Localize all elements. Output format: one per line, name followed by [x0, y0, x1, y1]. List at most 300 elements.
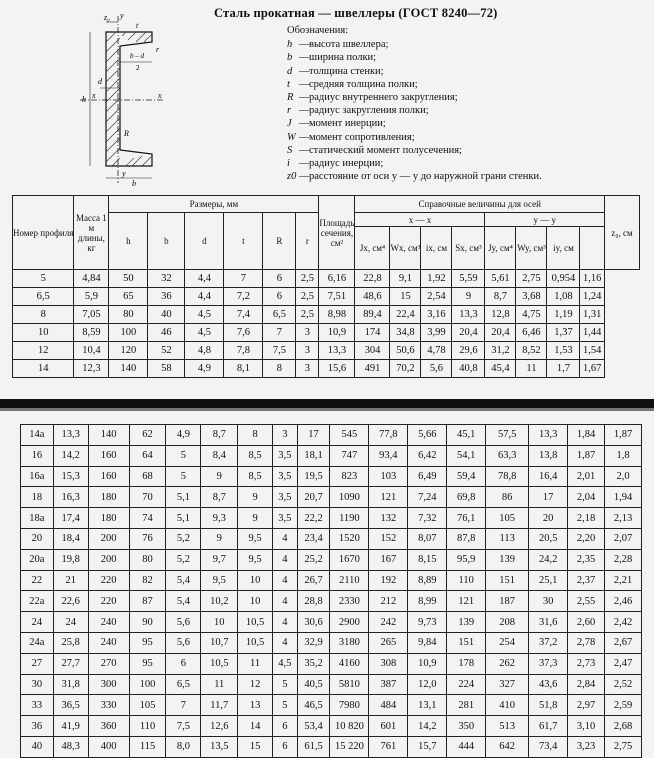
- table-cell: 69,8: [447, 487, 486, 508]
- table-cell: 9: [201, 466, 238, 487]
- table-cell: 4,78: [421, 342, 452, 360]
- table-cell: 25,2: [297, 549, 330, 570]
- table-cell: 12,0: [408, 674, 447, 695]
- x-right-label: x: [158, 91, 162, 100]
- table-cell: 105: [129, 695, 166, 716]
- table-cell: 8,1: [224, 360, 263, 378]
- legend-text: радиус внутреннего закругления;: [309, 92, 458, 104]
- table-cell: 8,07: [408, 528, 447, 549]
- table-cell: 4,8: [185, 342, 224, 360]
- col-R: R: [263, 213, 296, 270]
- table-cell: 2,46: [605, 591, 642, 612]
- table-cell: 1,94: [605, 487, 642, 508]
- table-cell: 2,21: [605, 570, 642, 591]
- table-cell: 2,68: [605, 716, 642, 737]
- table-cell: 20: [529, 508, 568, 529]
- table-cell: 7980: [330, 695, 369, 716]
- table-cell: 10,5: [238, 632, 273, 653]
- table-cell: 62: [129, 425, 166, 446]
- table-cell: 13,5: [201, 736, 238, 757]
- table-cell: 20,4: [485, 324, 516, 342]
- legend-symbol: J: [287, 118, 292, 130]
- table-cell: 5,1: [166, 508, 201, 529]
- table-cell: 16: [21, 445, 54, 466]
- table-cell: 24,2: [529, 549, 568, 570]
- table-cell: 300: [88, 674, 129, 695]
- r-label: r: [156, 45, 160, 54]
- table-cell: 51,8: [529, 695, 568, 716]
- table-cell: 1,84: [568, 425, 605, 446]
- table-cell: 20а: [21, 549, 54, 570]
- table-cell: 9,73: [408, 612, 447, 633]
- table-cell: 37,3: [529, 653, 568, 674]
- table-cell: 64: [129, 445, 166, 466]
- table-cell: 5,2: [166, 549, 201, 570]
- table-cell: 270: [88, 653, 129, 674]
- table-cell: 13,3: [319, 342, 355, 360]
- table-cell: 40: [21, 736, 54, 757]
- table-cell: 16,3: [53, 487, 88, 508]
- table-row: [21, 632, 642, 653]
- table-cell: 4160: [330, 653, 369, 674]
- table-cell: 444: [447, 736, 486, 757]
- table-cell: 5,66: [408, 425, 447, 446]
- legend-item: [287, 144, 647, 157]
- table-cell: 360: [88, 716, 129, 737]
- table-row: [21, 487, 642, 508]
- table-cell: 95: [129, 653, 166, 674]
- table-cell: 187: [486, 591, 529, 612]
- table-cell: 5,6: [166, 632, 201, 653]
- table-cell: 167: [369, 549, 408, 570]
- table-cell: 48,3: [53, 736, 88, 757]
- table-cell: 10,2: [201, 591, 238, 612]
- table-cell: 1,87: [568, 445, 605, 466]
- page-separator-shadow: [0, 408, 654, 411]
- table-row: [21, 570, 642, 591]
- table-cell: 491: [355, 360, 390, 378]
- legend-dash: —: [299, 171, 310, 183]
- table-cell: 4,84: [74, 270, 109, 288]
- table-cell: 105: [486, 508, 529, 529]
- table-cell: 240: [88, 632, 129, 653]
- table-cell: 151: [447, 632, 486, 653]
- col-t: t: [224, 213, 263, 270]
- legend-symbol: t: [287, 78, 290, 90]
- table-cell: 10: [238, 570, 273, 591]
- table-cell: 513: [486, 716, 529, 737]
- table-cell: 15,3: [53, 466, 88, 487]
- y-bottom-label: y: [122, 169, 126, 178]
- table-cell: 76: [129, 528, 166, 549]
- table-cell: 10: [238, 591, 273, 612]
- table-cell: 26,7: [297, 570, 330, 591]
- table-cell: 2,5: [296, 306, 319, 324]
- table-cell: 8,52: [516, 342, 547, 360]
- table-cell: 254: [486, 632, 529, 653]
- table-cell: 10,7: [201, 632, 238, 653]
- table-cell: 6,46: [516, 324, 547, 342]
- table-cell: 5,2: [166, 528, 201, 549]
- table-cell: 5,4: [166, 570, 201, 591]
- table-cell: 2,52: [605, 674, 642, 695]
- table-cell: 3180: [330, 632, 369, 653]
- table-cell: 3,5: [273, 508, 298, 529]
- table-cell: 1,54: [580, 342, 605, 360]
- table-cell: 8: [238, 425, 273, 446]
- page-title: Сталь прокатная — швеллеры (ГОСТ 8240—72): [214, 6, 498, 20]
- legend-dash: —: [299, 39, 310, 51]
- table-cell: 7,5: [263, 342, 296, 360]
- table-cell: 2,04: [568, 487, 605, 508]
- table-cell: 80: [129, 549, 166, 570]
- table-cell: 2,84: [568, 674, 605, 695]
- R-label: R: [124, 129, 129, 138]
- legend-dash: —: [299, 92, 310, 104]
- table-cell: 87: [129, 591, 166, 612]
- table-cell: 3,10: [568, 716, 605, 737]
- table-cell: 13,3: [529, 425, 568, 446]
- table-cell: 4: [273, 549, 298, 570]
- table-cell: 2110: [330, 570, 369, 591]
- table-cell: 139: [447, 612, 486, 633]
- legend-item: [287, 131, 647, 144]
- table-cell: 17,4: [53, 508, 88, 529]
- table-cell: 121: [447, 591, 486, 612]
- table-cell: 50: [109, 270, 148, 288]
- table-cell: 68: [129, 466, 166, 487]
- table-cell: 13,3: [53, 425, 88, 446]
- table-cell: 35,2: [297, 653, 330, 674]
- col-Wx: Wx, см³: [390, 227, 421, 270]
- col-Wy: Wy, см³: [516, 227, 547, 270]
- table-cell: 1,31: [580, 306, 605, 324]
- table-cell: 3,5: [273, 445, 298, 466]
- table-cell: 8,98: [319, 306, 355, 324]
- table-cell: 4,4: [185, 270, 224, 288]
- table-cell: 24: [53, 612, 88, 633]
- table-cell: 304: [355, 342, 390, 360]
- table-cell: 65: [109, 288, 148, 306]
- table-cell: 21: [53, 570, 88, 591]
- col-xx: x — x: [355, 213, 485, 227]
- table-cell: 9,5: [201, 570, 238, 591]
- legend-item: [287, 170, 647, 183]
- table-row: [21, 549, 642, 570]
- table-cell: 823: [330, 466, 369, 487]
- table-cell: 1,16: [580, 270, 605, 288]
- table-cell: 40: [148, 306, 185, 324]
- table-cell: 5,59: [452, 270, 485, 288]
- table-cell: 3: [296, 360, 319, 378]
- table-cell: 9: [452, 288, 485, 306]
- table-cell: 14: [13, 360, 74, 378]
- legend-item: [287, 117, 647, 130]
- table-cell: 31,8: [53, 674, 88, 695]
- table-cell: 3,23: [568, 736, 605, 757]
- table-cell: 53,4: [297, 716, 330, 737]
- table-row: [21, 736, 642, 757]
- col-Sx: Sx, см³: [452, 227, 485, 270]
- table-cell: 19,5: [297, 466, 330, 487]
- table-cell: 103: [369, 466, 408, 487]
- table-cell: 15,7: [408, 736, 447, 757]
- table-cell: 27: [21, 653, 54, 674]
- table-cell: 15,6: [319, 360, 355, 378]
- table-cell: 45,4: [485, 360, 516, 378]
- table-cell: 10: [13, 324, 74, 342]
- table-cell: 1,44: [580, 324, 605, 342]
- col-h: h: [109, 213, 148, 270]
- table-cell: 13,1: [408, 695, 447, 716]
- table-cell: 2,67: [605, 632, 642, 653]
- table-row: [21, 674, 642, 695]
- table-cell: 10 820: [330, 716, 369, 737]
- table-cell: 7,24: [408, 487, 447, 508]
- table-row: [21, 425, 642, 446]
- table-cell: 6: [263, 288, 296, 306]
- bottom-table-body: [21, 425, 642, 758]
- table-cell: 6: [263, 270, 296, 288]
- col-area: Площадь сечения, см²: [319, 196, 355, 270]
- table-cell: 8: [13, 306, 74, 324]
- table-cell: 2,5: [296, 270, 319, 288]
- col-z0: z₀, см: [605, 196, 640, 270]
- table-cell: 16а: [21, 466, 54, 487]
- table-cell: 9: [238, 508, 273, 529]
- table-cell: 8,7: [485, 288, 516, 306]
- table-cell: 115: [129, 736, 166, 757]
- table-cell: 18,1: [297, 445, 330, 466]
- table-cell: 20,7: [297, 487, 330, 508]
- table-cell: 30: [529, 591, 568, 612]
- table-cell: 152: [369, 528, 408, 549]
- table-cell: 7,05: [74, 306, 109, 324]
- col-d: d: [185, 213, 224, 270]
- table-cell: 2,47: [605, 653, 642, 674]
- table-cell: 2,75: [516, 270, 547, 288]
- page-separator-band: [0, 399, 654, 408]
- table-cell: 5810: [330, 674, 369, 695]
- table-cell: 15: [238, 736, 273, 757]
- table-cell: 57,5: [486, 425, 529, 446]
- table-cell: 5,9: [74, 288, 109, 306]
- table-cell: 14а: [21, 425, 54, 446]
- table-cell: 387: [369, 674, 408, 695]
- legend-heading: Обозначения:: [287, 25, 349, 36]
- legend-symbol: r: [287, 105, 292, 117]
- t-label: t: [136, 21, 139, 30]
- table-cell: 5: [13, 270, 74, 288]
- table-cell: 32: [148, 270, 185, 288]
- table-cell: 4,4: [185, 288, 224, 306]
- table-cell: 200: [88, 528, 129, 549]
- table-cell: 10,9: [319, 324, 355, 342]
- h-label: h: [82, 95, 86, 104]
- table-cell: 10: [201, 612, 238, 633]
- legend-item: [287, 38, 647, 51]
- legend-symbol: z0: [287, 171, 297, 183]
- table-cell: 8,5: [238, 466, 273, 487]
- col-profile: Номер профиля: [13, 196, 74, 270]
- table-cell: 12,8: [485, 306, 516, 324]
- table-cell: 0,954: [547, 270, 580, 288]
- table-cell: 327: [486, 674, 529, 695]
- table-cell: 12: [238, 674, 273, 695]
- table-row: [21, 612, 642, 633]
- table-row: [21, 445, 642, 466]
- table-cell: 5: [166, 466, 201, 487]
- table-row: [13, 360, 640, 378]
- table-cell: 220: [88, 591, 129, 612]
- table-cell: 7,32: [408, 508, 447, 529]
- table-cell: 2,28: [605, 549, 642, 570]
- table-cell: 262: [486, 653, 529, 674]
- table-cell: 8,4: [201, 445, 238, 466]
- table-cell: 8,5: [238, 445, 273, 466]
- legend-item: [287, 51, 647, 64]
- table-cell: 54,1: [447, 445, 486, 466]
- table-cell: 6: [273, 716, 298, 737]
- table-cell: 77,8: [369, 425, 408, 446]
- table-cell: 1,87: [605, 425, 642, 446]
- table-cell: 28,8: [297, 591, 330, 612]
- table-cell: 110: [447, 570, 486, 591]
- table-cell: 2,5: [296, 288, 319, 306]
- col-yy: y — y: [485, 213, 605, 227]
- table-cell: 4,9: [166, 425, 201, 446]
- table-cell: 22,8: [355, 270, 390, 288]
- table-cell: 484: [369, 695, 408, 716]
- table-cell: 30: [21, 674, 54, 695]
- table-row: [13, 306, 640, 324]
- table-cell: 2,54: [421, 288, 452, 306]
- table-cell: 3: [296, 324, 319, 342]
- table-cell: 36,5: [53, 695, 88, 716]
- table-cell: 2900: [330, 612, 369, 633]
- table-row: [21, 653, 642, 674]
- table-cell: 132: [369, 508, 408, 529]
- table-cell: 48,6: [355, 288, 390, 306]
- legend-dash: —: [299, 105, 310, 117]
- col-mass: Масса 1 м длины, кг: [74, 196, 109, 270]
- top-table-body: [13, 270, 640, 378]
- table-row: [13, 324, 640, 342]
- table-row: [21, 466, 642, 487]
- table-cell: 74: [129, 508, 166, 529]
- table-row: [21, 695, 642, 716]
- table-cell: 95,9: [447, 549, 486, 570]
- table-cell: 4: [273, 528, 298, 549]
- table-cell: 11: [516, 360, 547, 378]
- legend-item: [287, 78, 647, 91]
- bd-numerator-label: b – d: [130, 52, 144, 60]
- table-cell: 140: [88, 425, 129, 446]
- table-cell: 2,97: [568, 695, 605, 716]
- table-cell: 8,0: [166, 736, 201, 757]
- col-ix: ix, см: [421, 227, 452, 270]
- table-cell: 6,49: [408, 466, 447, 487]
- table-cell: 2,07: [605, 528, 642, 549]
- col-ref: Справочные величины для осей: [355, 196, 605, 213]
- table-cell: 6,5: [166, 674, 201, 695]
- table-cell: 59,4: [447, 466, 486, 487]
- legend-dash: —: [299, 78, 310, 90]
- table-cell: 6,42: [408, 445, 447, 466]
- table-cell: 7: [263, 324, 296, 342]
- table-cell: 22а: [21, 591, 54, 612]
- table-cell: 5,1: [166, 487, 201, 508]
- table-cell: 10,5: [238, 612, 273, 633]
- table-cell: 1,24: [580, 288, 605, 306]
- legend-dash: —: [299, 118, 310, 130]
- table-cell: 36: [148, 288, 185, 306]
- table-cell: 63,3: [486, 445, 529, 466]
- table-cell: 25,8: [53, 632, 88, 653]
- table-cell: 14: [238, 716, 273, 737]
- table-cell: 100: [109, 324, 148, 342]
- table-cell: 11: [201, 674, 238, 695]
- legend-text: радиус закругления полки;: [309, 105, 429, 117]
- table-cell: 33: [21, 695, 54, 716]
- top-profile-table: [12, 195, 640, 378]
- table-cell: 6: [273, 736, 298, 757]
- table-cell: 70: [129, 487, 166, 508]
- table-cell: 37,2: [529, 632, 568, 653]
- table-cell: 9,5: [238, 549, 273, 570]
- table-cell: 61,7: [529, 716, 568, 737]
- d-label: d: [98, 77, 102, 86]
- table-cell: 4,9: [185, 360, 224, 378]
- legend-text: радиус инерции;: [309, 158, 384, 170]
- table-cell: 5,6: [166, 612, 201, 633]
- table-cell: 20,5: [529, 528, 568, 549]
- table-cell: 3,5: [273, 466, 298, 487]
- table-cell: 24а: [21, 632, 54, 653]
- table-cell: 224: [447, 674, 486, 695]
- table-cell: 174: [355, 324, 390, 342]
- table-cell: 11: [238, 653, 273, 674]
- table-row: [21, 716, 642, 737]
- table-cell: 242: [369, 612, 408, 633]
- table-cell: 1670: [330, 549, 369, 570]
- legend-item: [287, 65, 647, 78]
- table-cell: 61,5: [297, 736, 330, 757]
- table-cell: 240: [88, 612, 129, 633]
- table-cell: 2,78: [568, 632, 605, 653]
- table-cell: 139: [486, 549, 529, 570]
- table-cell: 642: [486, 736, 529, 757]
- table-cell: 6,5: [263, 306, 296, 324]
- table-cell: 1,8: [605, 445, 642, 466]
- table-cell: 8,59: [74, 324, 109, 342]
- table-cell: 2,42: [605, 612, 642, 633]
- table-cell: 50,6: [390, 342, 421, 360]
- table-cell: 1,08: [547, 288, 580, 306]
- table-cell: 95: [129, 632, 166, 653]
- table-cell: 6,5: [13, 288, 74, 306]
- table-cell: 4,5: [185, 324, 224, 342]
- legend-text: ширина полки;: [309, 52, 377, 64]
- table-cell: 40,5: [297, 674, 330, 695]
- table-cell: 10,9: [408, 653, 447, 674]
- table-cell: 4: [273, 591, 298, 612]
- y-top-label: y: [120, 11, 124, 20]
- table-cell: 208: [486, 612, 529, 633]
- table-cell: 3: [273, 425, 298, 446]
- table-cell: 13,8: [529, 445, 568, 466]
- table-cell: 5,4: [166, 591, 201, 612]
